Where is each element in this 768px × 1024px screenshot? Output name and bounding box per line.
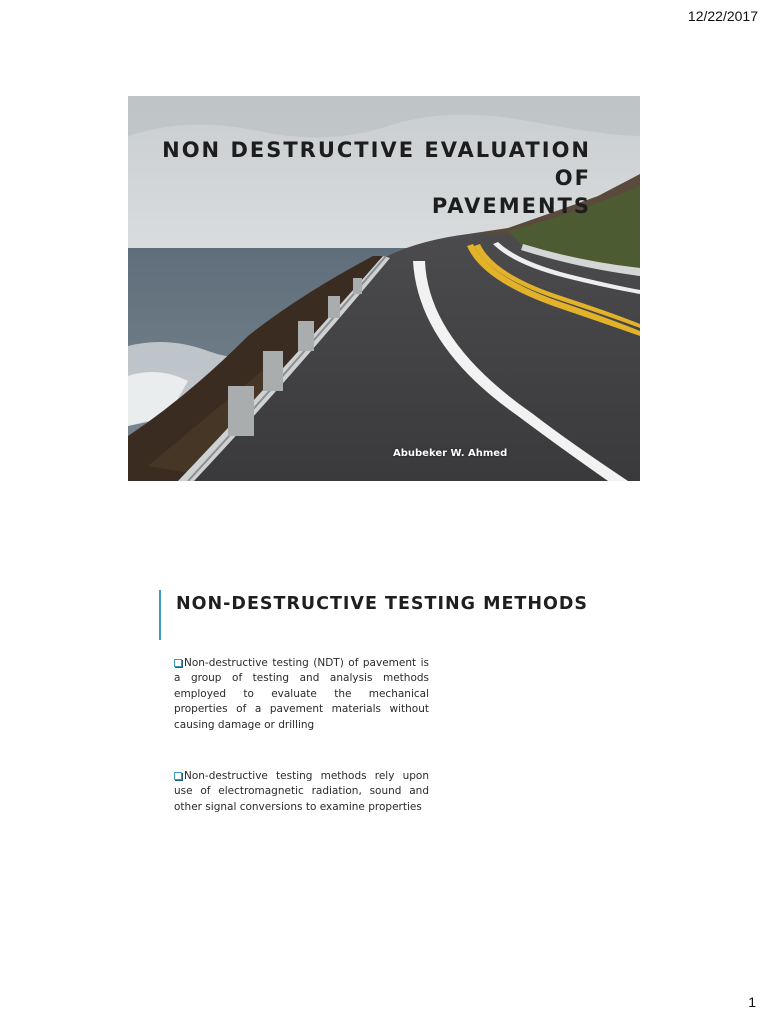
bullet-item [174, 769, 429, 815]
bullet-text: Non-destructive testing (NDT) of pavement is a group of testing and analysis methods employed to evaluate the mechanical properties of a pavement materials without causing damage or drilling [174, 657, 429, 731]
slide-title-line-2: PAVEMENTS [431, 194, 591, 218]
checkbox-bullet-icon [174, 772, 182, 780]
slide-title [131, 136, 591, 220]
bullet-item [174, 656, 429, 733]
page-number: 1 [748, 994, 756, 1010]
slide-heading: NON-DESTRUCTIVE TESTING METHODS [176, 594, 589, 614]
bullet-text: Non-destructive testing methods rely upon use of electromagnetic radiation, sound and other signal conversions to examine properties [174, 770, 429, 813]
checkbox-bullet-icon [174, 659, 182, 667]
slide-title-line-1: NON DESTRUCTIVE EVALUATION OF [162, 138, 591, 190]
title-slide [128, 96, 640, 481]
title-accent-bar [159, 590, 161, 640]
bullet-list [174, 656, 429, 815]
page-date: 12/22/2017 [687, 8, 758, 24]
author-name: Abubeker W. Ahmed [393, 448, 508, 459]
content-slide [128, 576, 640, 961]
